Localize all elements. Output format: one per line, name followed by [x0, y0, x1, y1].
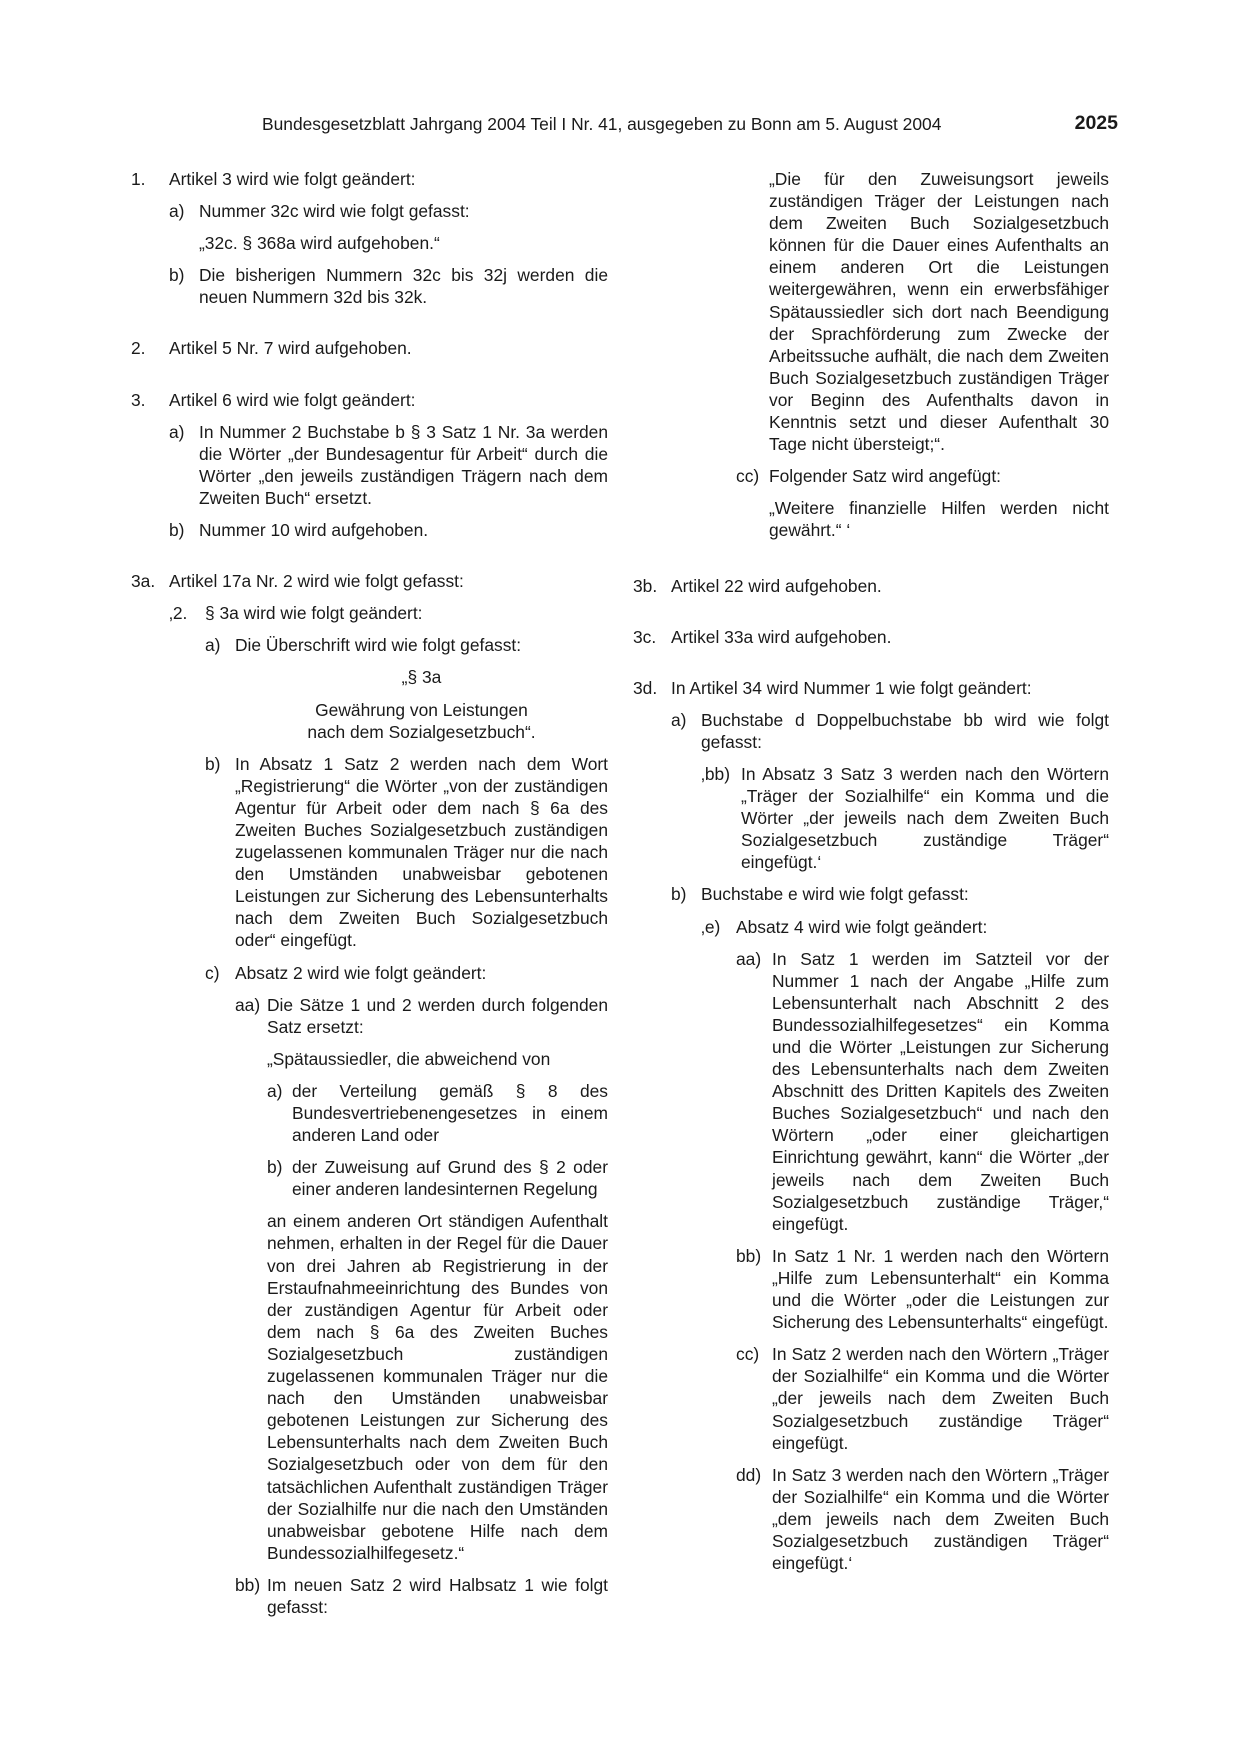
section-heading-number: „§ 3a: [401, 667, 442, 688]
list-item-1: [131, 168, 608, 308]
item-label: cc): [736, 1344, 760, 1365]
quote-text: „Weitere finanzielle Hilfen werden nicht gewährt.“ ‘: [769, 498, 1109, 541]
item-label: a): [205, 635, 221, 656]
item-text: Die bisherigen Nummern 32c bis 32j werden die neuen Nummern 32d bis 32k.: [199, 265, 608, 308]
continuation-text: an einem anderen Ort ständigen Aufenthalt nehmen, erhalten in der Regel für die Dauer von drei Jahren ab Registrierung in der Erstaufnahmeeinrichtung des Bundes von der zuständigen Agentur für Arbeit oder dem nach § 6a des Zweiten Buches Sozialgesetzbuch zuständigen zugelassenen kommunalen Träger nur die nach den Umständen unabweisbar gebotenen Leistungen zur Sicherung des Lebensunterhalts nach dem Zweiten Buch Sozialgesetzbuch oder von dem für den tatsächlichen Aufenthalt zuständigen Träger der Sozialhilfe nur die nach den Umständen unabweisbar gebotene Hilfe nach dem Bundessozialhilfegesetz.“: [267, 1211, 608, 1563]
item-label: 3c.: [633, 626, 657, 647]
sub-item-b: [169, 264, 608, 308]
sub-item-bb: [235, 1574, 608, 1618]
item-text: In Satz 1 Nr. 1 werden nach den Wörtern „Hilfe zum Lebensunterhalt“ ein Komma und die Wörter „oder die Leistungen zur Sicherung des Lebensunterhalts“ eingefügt.: [772, 1245, 1109, 1333]
item-text: In Absatz 3 Satz 3 werden nach den Wörtern „Träger der Sozialhilfe“ ein Komma und die Wörter „der jeweils nach dem Zweiten Buch Sozialgesetzbuch zuständige Träger“ eingefügt.‘: [741, 763, 1109, 873]
sub-item-a: [205, 634, 608, 742]
list-item-3d: [633, 677, 1109, 1574]
sub-item-b: [205, 753, 608, 952]
item-label: 2.: [131, 338, 146, 359]
item-text: In Artikel 34 wird Nummer 1 wie folgt geändert:: [671, 677, 1032, 698]
item-text: Nummer 32c wird wie folgt gefasst:: [199, 201, 470, 222]
sub-item-cc: [736, 465, 1109, 541]
section-heading-line: Gewährung von Leistungen: [315, 699, 528, 720]
header-title: Bundesgesetzblatt Jahrgang 2004 Teil I Nr. 41, ausgegeben zu Bonn am 5. August 2004: [262, 114, 942, 134]
sub-item-c: [205, 962, 608, 1619]
item-text: Absatz 2 wird wie folgt geändert:: [235, 962, 487, 983]
item-label: c): [205, 962, 220, 983]
item-label: a): [267, 1080, 283, 1101]
item-text: § 3a wird wie folgt geändert:: [205, 603, 423, 624]
item-label: b): [267, 1157, 283, 1178]
item-text: Artikel 5 Nr. 7 wird aufgehoben.: [169, 338, 412, 359]
item-label: a): [169, 201, 185, 222]
right-column: [633, 168, 1109, 1574]
item-label: 3a.: [131, 571, 156, 592]
item-label: b): [169, 520, 185, 541]
sub-item-2: [169, 602, 608, 1618]
sub-item-b: [671, 883, 1109, 1574]
item-text: Artikel 33a wird aufgehoben.: [671, 626, 892, 647]
sub-item-cc: [736, 1343, 1109, 1453]
sub-item-aa: [235, 994, 608, 1564]
item-text: In Satz 1 werden im Satzteil vor der Nummer 1 nach der Angabe „Hilfe zum Lebensunterhalt nach Abschnitt 2 des Bundessozialhilfegesetzes“ ein Komma und die Wörter „Leistungen zur Sicherung des Lebensunterhalts nach dem Zweiten Abschnitt des Dritten Kapitels des Zweiten Buches Sozialgesetzbuch“ und nach den Wörtern „oder einer gleichartigen Einrichtung gewährt, kann“ die Wörter „der jeweils nach dem Zweiten Buch Sozialgesetzbuch zuständige Träger,“ eingefügt.: [772, 948, 1109, 1234]
sub-item-b: [169, 519, 608, 541]
item-label: ‚2.: [169, 603, 188, 624]
item-label: 3d.: [633, 677, 658, 698]
list-item-3a: [131, 570, 608, 1618]
item-text: In Satz 2 werden nach den Wörtern „Träger der Sozialhilfe“ ein Komma und die Wörter „der jeweils nach dem Zweiten Buch Sozialgesetzbuch zuständige Träger“ eingefügt.: [772, 1344, 1109, 1453]
item-label: b): [169, 265, 185, 286]
quote-text: „Spätaussiedler, die abweichend von: [267, 1048, 551, 1069]
item-text: der Verteilung gemäß § 8 des Bundesvertriebenengesetzes in einem anderen Land oder: [292, 1080, 608, 1146]
sub-item-dd: [736, 1464, 1109, 1574]
item-label: aa): [235, 994, 261, 1015]
item-label: 1.: [131, 169, 146, 189]
sub-item-a: [169, 200, 608, 254]
list-item-2: [131, 337, 608, 359]
item-label: b): [205, 753, 221, 774]
item-text: Die Sätze 1 und 2 werden durch folgenden Satz ersetzt:: [267, 994, 608, 1037]
item-label: 3b.: [633, 575, 658, 596]
sub-item-a: [267, 1080, 608, 1146]
item-text: In Nummer 2 Buchstabe b § 3 Satz 1 Nr. 3a werden die Wörter „der Bundesagentur für Arbeit“ durch die Wörter „den jeweils zuständigen Trägern nach dem Zweiten Buch“ ersetzt.: [199, 421, 608, 508]
item-label: bb): [235, 1574, 261, 1595]
sub-item-a: [671, 709, 1109, 874]
item-label: aa): [736, 948, 762, 969]
list-item-3: [131, 389, 608, 542]
item-text: Folgender Satz wird angefügt:: [769, 466, 1002, 487]
quote-text: „Die für den Zuweisungsort jeweils zuständigen Träger der Leistungen nach dem Zweiten Buch Sozialgesetzbuch können für die Dauer eines Aufenthalts an einem anderen Ort die Leistungen weitergewähren, wenn ein erwerbsfähiger Spätaussiedler sich dort nach Beendigung der Sprachförderung zum Zwecke der Arbeitssuche aufhält, die nach dem Zweiten Buch Sozialgesetzbuch zuständigen Träger vor Beginn des Aufenthalts davon in Kenntnis setzt und dieser Aufenthalt 30 Tage nicht übersteigt;“.: [769, 169, 1109, 455]
item-text: In Satz 3 werden nach den Wörtern „Träger der Sozialhilfe“ ein Komma und die Wörter „dem jeweils nach dem Zweiten Buch Sozialgesetzbuch zuständigen Träger“ eingefügt.‘: [772, 1464, 1109, 1574]
item-text: Artikel 17a Nr. 2 wird wie folgt gefasst:: [169, 571, 464, 592]
item-label: bb): [736, 1245, 762, 1266]
sub-item-aa: [736, 948, 1109, 1235]
item-label: ‚e): [701, 916, 721, 937]
item-label: b): [671, 884, 687, 905]
sub-item-bb: [701, 763, 1109, 873]
section-heading-line: nach dem Sozialgesetzbuch“.: [307, 721, 536, 742]
item-text: Im neuen Satz 2 wird Halbsatz 1 wie folgt gefasst:: [267, 1574, 608, 1617]
item-label: ‚bb): [701, 763, 730, 784]
sub-item-a: [169, 421, 608, 509]
item-text: Die Überschrift wird wie folgt gefasst:: [235, 635, 522, 656]
item-text: Buchstabe e wird wie folgt gefasst:: [701, 884, 969, 905]
item-text: Artikel 3 wird wie folgt geändert:: [169, 169, 416, 189]
list-item-3c: [633, 626, 1109, 648]
item-text: In Absatz 1 Satz 2 werden nach dem Wort „Registrierung“ die Wörter „von der zuständigen Agentur für Arbeit oder dem nach § 6a des Zweiten Buches Sozialgesetzbuch zuständigen zugelassenen kommunalen Träger nur die nach den Umständen unabweisbar gebotenen Leistungen zur Sicherung des Lebensunterhalts nach dem Zweiten Buch Sozialgesetzbuch oder“ eingefügt.: [235, 753, 608, 951]
item-text: Buchstabe d Doppelbuchstabe bb wird wie folgt gefasst:: [701, 709, 1109, 752]
quote-text: „32c. § 368a wird aufgehoben.“: [199, 233, 440, 254]
left-column: [131, 168, 608, 1618]
item-text: Artikel 22 wird aufgehoben.: [671, 575, 882, 596]
item-text: Absatz 4 wird wie folgt geändert:: [736, 916, 988, 937]
sub-item-bb: [736, 1245, 1109, 1333]
item-label: a): [671, 709, 687, 730]
page-header: [262, 111, 1118, 137]
page-number: 2025: [1074, 112, 1118, 134]
item-label: cc): [736, 466, 760, 487]
sub-item-b: [267, 1156, 608, 1200]
item-text: der Zuweisung auf Grund des § 2 oder einer anderen landesinternen Regelung: [292, 1157, 608, 1200]
list-item-3b: [633, 575, 1109, 597]
item-label: a): [169, 421, 185, 442]
sub-item-e: [701, 916, 1109, 1575]
item-text: Artikel 6 wird wie folgt geändert:: [169, 389, 416, 410]
item-label: 3.: [131, 389, 146, 410]
item-text: Nummer 10 wird aufgehoben.: [199, 520, 429, 541]
item-label: dd): [736, 1464, 762, 1485]
